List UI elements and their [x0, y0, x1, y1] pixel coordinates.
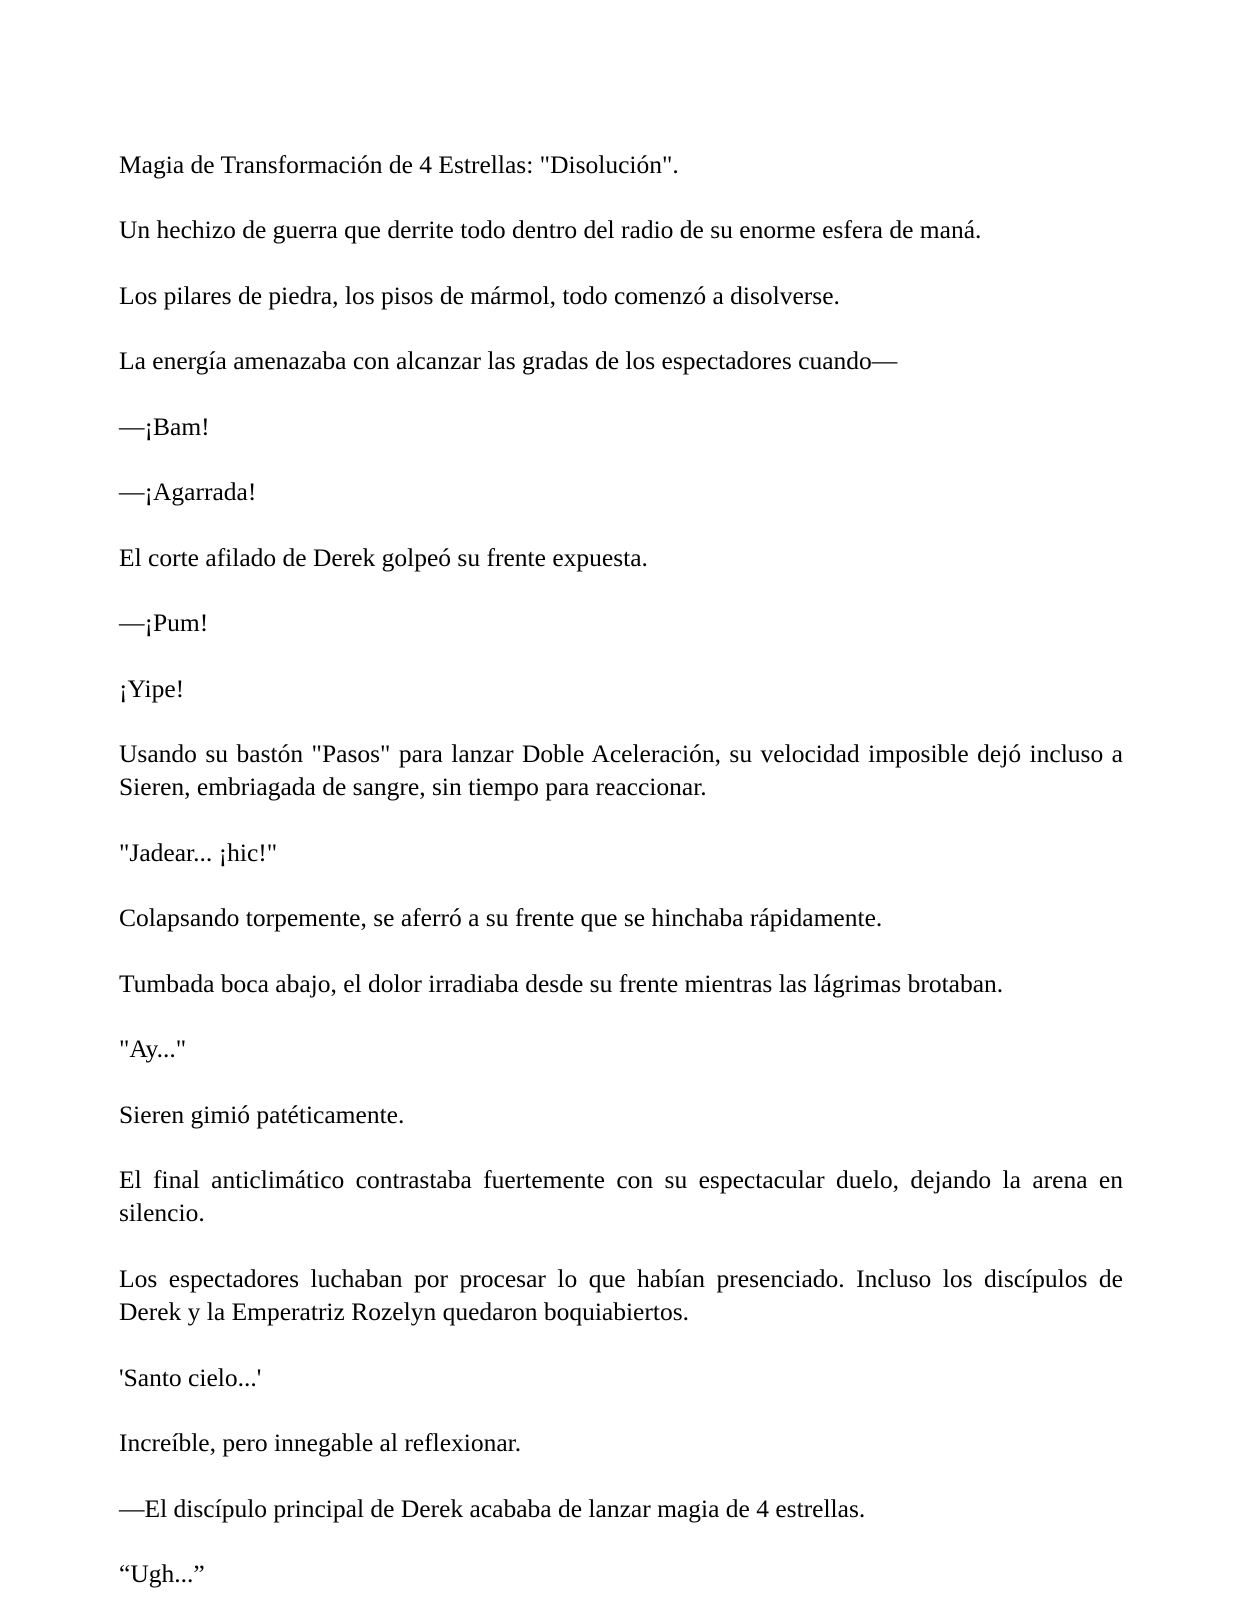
paragraph-bam: —¡Bam! [119, 412, 210, 441]
paragraph-agarrada: —¡Agarrada! [119, 477, 257, 506]
paragraph-pum: —¡Pum! [119, 608, 209, 637]
paragraph-spell-title: Magia de Transformación de 4 Estrellas: "Disolución". [119, 150, 679, 179]
paragraph-jadear: "Jadear... ¡hic!" [119, 838, 278, 867]
paragraph-collapsing: Colapsando torpemente, se aferró a su frente que se hinchaba rápidamente. [119, 903, 883, 932]
paragraph-yipe: ¡Yipe! [119, 674, 185, 703]
paragraph-war-spell: Un hechizo de guerra que derrite todo dentro del radio de su enorme esfera de maná. [119, 215, 982, 244]
paragraph-staff-pasos: Usando su bastón "Pasos" para lanzar Doble Aceleración, su velocidad imposible dejó incluso a Sieren, embriagada de sangre, sin tiempo para reaccionar. [119, 739, 1123, 801]
paragraph-lying-down: Tumbada boca abajo, el dolor irradiaba desde su frente mientras las lágrimas brotaban. [119, 969, 1004, 998]
paragraph-ugh: “Ugh...” [119, 1559, 205, 1588]
paragraph-derek-cut: El corte afilado de Derek golpeó su frente expuesta. [119, 543, 648, 572]
paragraph-incredible: Increíble, pero innegable al reflexionar. [119, 1428, 522, 1457]
paragraph-spectators: Los espectadores luchaban por procesar lo que habían presenciado. Incluso los discípulos de Derek y la Emperatriz Rozelyn quedaron boquiabiertos. [119, 1264, 1123, 1326]
paragraph-sieren-groaned: Sieren gimió patéticamente. [119, 1100, 405, 1129]
paragraph-ay: "Ay..." [119, 1034, 187, 1063]
paragraph-main-disciple: —El discípulo principal de Derek acababa de lanzar magia de 4 estrellas. [119, 1494, 866, 1523]
paragraph-santo-cielo: 'Santo cielo...' [119, 1363, 262, 1392]
paragraph-pillars: Los pilares de piedra, los pisos de mármol, todo comenzó a disolverse. [119, 281, 840, 310]
paragraph-energy: La energía amenazaba con alcanzar las gradas de los espectadores cuando— [119, 346, 898, 375]
paragraph-anticlimactic: El final anticlimático contrastaba fuertemente con su espectacular duelo, dejando la arena en silencio. [119, 1165, 1123, 1227]
